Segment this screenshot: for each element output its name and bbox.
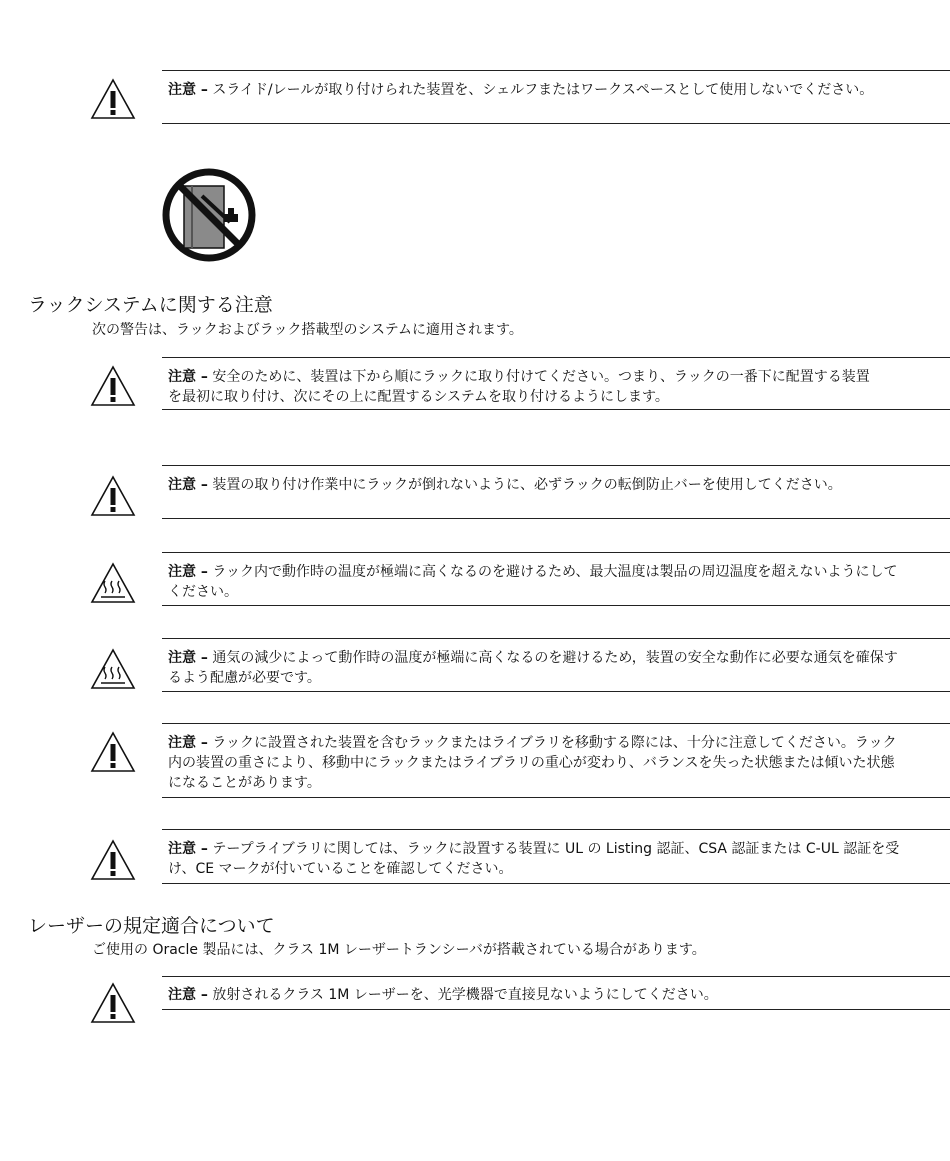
caution-text: ラック内で動作時の温度が極端に高くなるのを避けるため、最大温度は製品の周辺温度を超えないようにしてください。 xyxy=(168,564,898,600)
warning-triangle-icon xyxy=(90,78,136,120)
warning-triangle-icon xyxy=(90,475,136,517)
section-intro-laser: ご使用の Oracle 製品には、クラス 1M レーザートランシーバが搭載されている場合があります。 xyxy=(92,942,706,958)
caution-label: 注意 – xyxy=(168,735,208,751)
hot-surface-icon xyxy=(90,562,136,604)
caution-label: 注意 – xyxy=(168,564,208,580)
caution-text: テープライブラリに関しては、ラックに設置する装置に UL の Listing 認証、CSA 認証または C-UL 認証を受け、CE マークが付いていることを確認してください。 xyxy=(168,841,900,877)
caution-label: 注意 – xyxy=(168,477,208,493)
caution-label: 注意 – xyxy=(168,82,208,98)
caution-text: 安全のために、装置は下から順にラックに取り付けてください。つまり、ラックの一番下に配置する装置を最初に取り付け、次にその上に配置するシステムを取り付けるようにします。 xyxy=(168,369,870,405)
caution-label: 注意 – xyxy=(168,987,208,1003)
warning-triangle-icon xyxy=(90,365,136,407)
caution-label: 注意 – xyxy=(168,841,208,857)
caution-text: 通気の減少によって動作時の温度が極端に高くなるのを避けるため，装置の安全な動作に必要な通気を確保するよう配慮が必要です。 xyxy=(168,650,898,686)
warning-triangle-icon xyxy=(90,731,136,773)
warning-triangle-icon xyxy=(90,982,136,1024)
section-title-laser: レーザーの規定適合について xyxy=(28,915,275,937)
hot-surface-icon xyxy=(90,648,136,690)
caution-text: ラックに設置された装置を含むラックまたはライブラリを移動する際には、十分に注意してください。ラック内の装置の重さにより、移動中にラックまたはライブラリの重心が変わり、バランスを失った状態または傾いた状態になることがあります。 xyxy=(168,735,897,791)
caution-text: スライド/レールが取り付けられた装置を、シェルフまたはワークスペースとして使用しないでください。 xyxy=(212,82,874,98)
section-intro-rack: 次の警告は、ラックおよびラック搭載型のシステムに適用されます。 xyxy=(92,322,523,338)
caution-label: 注意 – xyxy=(168,369,208,385)
no-standing-on-rails-icon xyxy=(160,166,258,264)
caution-label: 注意 – xyxy=(168,650,208,666)
caution-text: 装置の取り付け作業中にラックが倒れないように、必ずラックの転倒防止バーを使用してください。 xyxy=(212,477,842,493)
warning-triangle-icon xyxy=(90,839,136,881)
caution-text: 放射されるクラス 1M レーザーを、光学機器で直接見ないようにしてください。 xyxy=(212,987,718,1003)
section-title-rack: ラックシステムに関する注意 xyxy=(28,294,273,316)
